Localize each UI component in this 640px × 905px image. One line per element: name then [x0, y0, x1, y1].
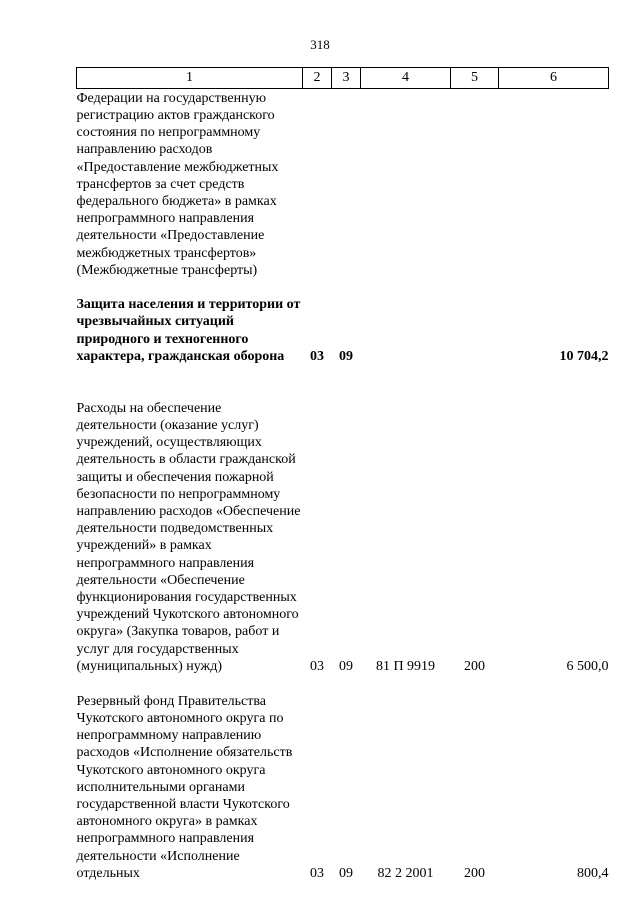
row-subsection-code: 09: [339, 348, 353, 364]
row-amount: [499, 89, 609, 280]
row-description: Резервный фонд Правительства Чукотского автономного округа по непрограммному направлению расходов «Исполнение обязательств Чукотского автономного округа исполнительными органами государственной власти Чукотского автономного округа» в рамках непрограммного направления деятельности «Исполнение отдельных: [76, 693, 293, 881]
row-target-code: 82 2 2001: [377, 865, 434, 881]
row-expense-type-code: 200: [464, 865, 485, 881]
row-description: Федерации на государственную регистрацию актов гражданского состояния по непрограммному направлению расходов «Предоставление межбюджетных трансфертов за счет средств федерального бюджета» в рамках непрограммного направления деятельности «Предоставление межбюджетных трансфертов» (Межбюджетные трансферты): [76, 90, 279, 278]
row-target-code: [361, 279, 451, 365]
column-header-1: 1: [77, 68, 303, 89]
page-number: 318: [310, 37, 330, 52]
row-section-code: 03: [310, 658, 324, 674]
column-header-6: 6: [499, 68, 609, 89]
row-amount: 6 500,0: [566, 658, 609, 674]
row-section-code: 03: [310, 865, 324, 881]
row-description: Расходы на обеспечение деятельности (оказание услуг) учреждений, осуществляющих деятельность в области гражданской защиты и обеспечения пожарной безопасности по непрограммному направлению расходов «Обеспечение деятельности подведомственных учреждений» в рамках непрограммного направления деятельности «Обеспечение функционирования государственных учреждений Чукотского автономного округа» (Закупка товаров, работ и услуг для государственных (муниципальных) нужд): [76, 400, 301, 674]
column-header-5: 5: [451, 68, 499, 89]
row-amount: 10 704,2: [559, 348, 609, 364]
row-expense-type-code: [451, 279, 499, 365]
column-header-4: 4: [361, 68, 451, 89]
row-subsection-code: 09: [339, 865, 353, 881]
row-section-code: [303, 89, 332, 280]
row-expense-type-code: [451, 89, 499, 280]
row-section-code: 03: [310, 348, 324, 364]
row-amount: 800,4: [577, 865, 609, 881]
row-subsection-code: [332, 89, 361, 280]
column-header-3: 3: [332, 68, 361, 89]
row-target-code: [361, 89, 451, 280]
row-description: Защита населения и территории от чрезвычайных ситуаций природного и техногенного характера, гражданская оборона: [76, 297, 301, 364]
table-row: [77, 365, 609, 675]
row-target-code: 81 П 9919: [375, 658, 436, 674]
table-row: [77, 279, 609, 365]
table-row: [77, 89, 609, 280]
table-header-row: [77, 68, 609, 89]
table-row: [77, 675, 609, 882]
column-header-2: 2: [303, 68, 332, 89]
row-expense-type-code: 200: [464, 658, 485, 674]
budget-table: [76, 67, 609, 882]
row-subsection-code: 09: [339, 658, 353, 674]
